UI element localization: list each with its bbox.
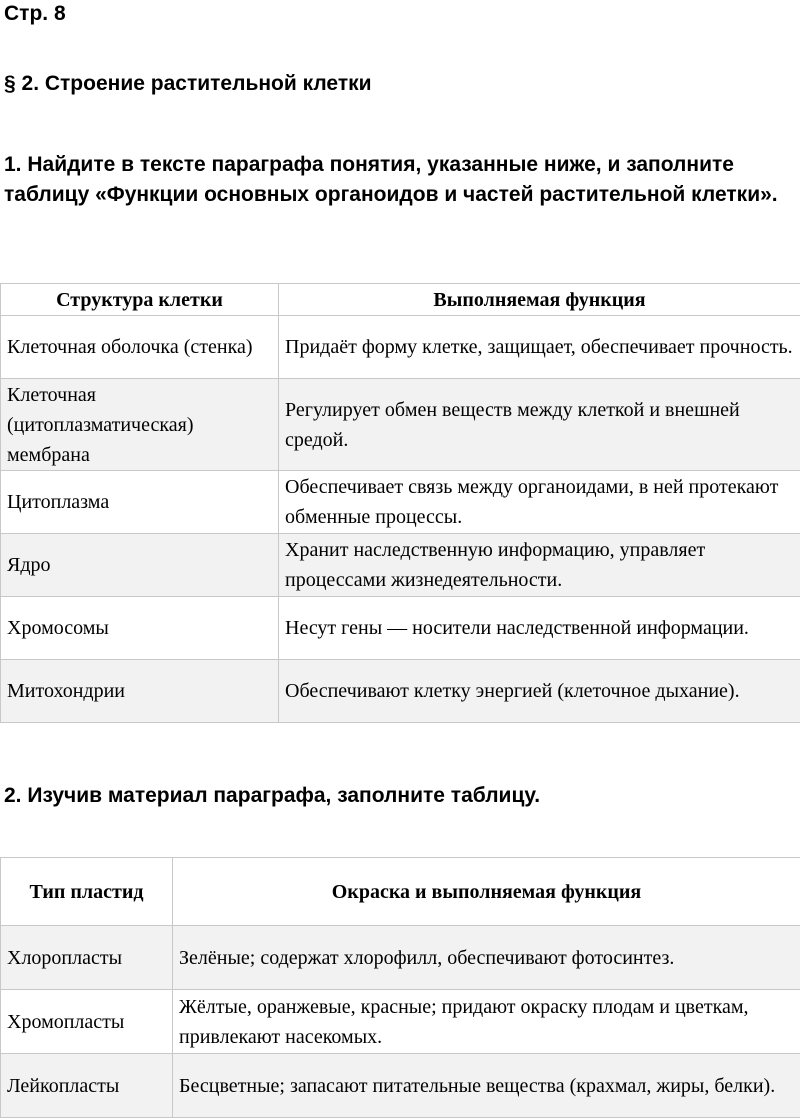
table-header-row: [1, 284, 800, 316]
column-header: Тип пластид: [1, 858, 173, 926]
table-row: [1, 1054, 800, 1118]
structure-cell: Ядро: [1, 534, 279, 597]
plastid-desc-cell: Бесцветные; запасают питательные вещества (крахмал, жиры, белки).: [173, 1054, 800, 1118]
table-row: [1, 990, 800, 1054]
column-header: Структура клетки: [1, 284, 279, 316]
function-cell: Несут гены — носители наследственной информации.: [279, 597, 800, 660]
structure-cell: Клеточная (цитоплазматическая) мембрана: [1, 379, 279, 471]
table-row: [1, 471, 800, 534]
task1-text: 1. Найдите в тексте параграфа понятия, указанные ниже, и заполните таблицу «Функции основных органоидов и частей растительной клетки».: [4, 150, 784, 210]
organelles-table: [0, 283, 800, 723]
plastid-type-cell: Хромопласты: [1, 990, 173, 1054]
structure-cell: Хромосомы: [1, 597, 279, 660]
plastid-type-cell: Лейкопласты: [1, 1054, 173, 1118]
plastid-type-cell: Хлоропласты: [1, 926, 173, 990]
section-title: § 2. Строение растительной клетки: [4, 72, 372, 96]
structure-cell: Цитоплазма: [1, 471, 279, 534]
function-cell: Хранит наследственную информацию, управляет процессами жизнедеятельности.: [279, 534, 800, 597]
function-cell: Обеспечивают клетку энергией (клеточное дыхание).: [279, 660, 800, 723]
table-row: [1, 597, 800, 660]
column-header: Выполняемая функция: [279, 284, 800, 316]
structure-cell: Клеточная оболочка (стенка): [1, 316, 279, 379]
page-label: Стр. 8: [4, 2, 66, 26]
plastid-desc-cell: Жёлтые, оранжевые, красные; придают окраску плодам и цветкам, привлекают насекомых.: [173, 990, 800, 1054]
task2-text: 2. Изучив материал параграфа, заполните таблицу.: [4, 784, 540, 808]
function-cell: Обеспечивает связь между органоидами, в ней протекают обменные процессы.: [279, 471, 800, 534]
plastids-table: [0, 857, 800, 1118]
function-cell: Регулирует обмен веществ между клеткой и внешней средой.: [279, 379, 800, 471]
function-cell: Придаёт форму клетке, защищает, обеспечивает прочность.: [279, 316, 800, 379]
table-row: [1, 926, 800, 990]
table-row: [1, 660, 800, 723]
table-header-row: [1, 858, 800, 926]
table-row: [1, 316, 800, 379]
table-row: [1, 379, 800, 471]
structure-cell: Митохондрии: [1, 660, 279, 723]
plastid-desc-cell: Зелёные; содержат хлорофилл, обеспечивают фотосинтез.: [173, 926, 800, 990]
column-header: Окраска и выполняемая функция: [173, 858, 800, 926]
table-row: [1, 534, 800, 597]
